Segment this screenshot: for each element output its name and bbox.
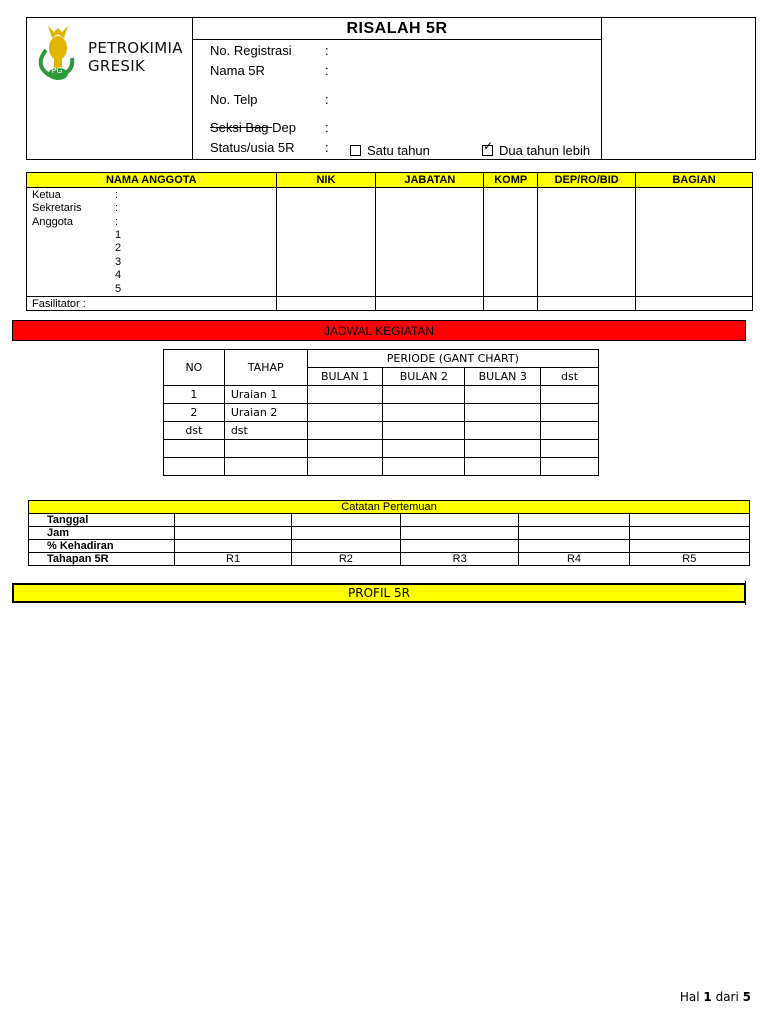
field-label-registrasi: No. Registrasi [210, 43, 292, 58]
field-colon: : [325, 140, 329, 155]
page-title: RISALAH 5R [192, 18, 602, 40]
field-colon: : [325, 63, 329, 78]
fasilitator-label: Fasilitator : [27, 297, 277, 311]
catatan-pertemuan-table [28, 500, 750, 566]
catatan-cell[interactable] [291, 527, 400, 540]
gantt-cell[interactable] [541, 422, 599, 440]
gantt-cell[interactable] [465, 440, 541, 458]
company-name-line2: GRESIK [88, 57, 146, 75]
catatan-title: Catatan Pertemuan [29, 501, 750, 514]
gantt-cell[interactable] [465, 404, 541, 422]
catatan-cell[interactable] [291, 540, 400, 553]
gantt-row [164, 404, 599, 422]
gantt-no [164, 458, 225, 476]
catatan-cell[interactable] [401, 527, 519, 540]
catatan-row [29, 514, 750, 527]
gantt-cell[interactable] [383, 422, 465, 440]
catatan-cell[interactable] [519, 527, 629, 540]
stage-r2: R2 [291, 553, 400, 566]
footer-mid: dari [711, 990, 743, 1004]
colon: : [115, 215, 119, 228]
catatan-cell[interactable] [629, 514, 749, 527]
gantt-cell[interactable] [465, 386, 541, 404]
members-name-cell [27, 188, 277, 297]
gantt-cell[interactable] [307, 422, 383, 440]
members-cell[interactable] [636, 188, 753, 297]
catatan-row [29, 527, 750, 540]
members-cell[interactable] [484, 297, 538, 311]
catatan-cell[interactable] [519, 540, 629, 553]
field-label-status: Status/usia 5R [210, 140, 295, 155]
status-option-label: Dua tahun lebih [499, 143, 591, 158]
status-option-satu-tahun[interactable] [350, 143, 430, 158]
col-bulan-3: BULAN 3 [465, 368, 541, 386]
catatan-row [29, 540, 750, 553]
field-label-dep-text: Dep [272, 120, 297, 135]
members-cell[interactable] [484, 188, 538, 297]
members-cell[interactable] [538, 188, 636, 297]
catatan-cell[interactable] [629, 527, 749, 540]
col-bagian: BAGIAN [636, 173, 753, 188]
footer-page-number: 1 [703, 990, 712, 1004]
header-right-box [601, 18, 755, 159]
members-colons [115, 189, 118, 229]
gantt-no: 1 [164, 386, 225, 404]
row-label-tanggal: Tanggal [29, 514, 175, 527]
stage-r4: R4 [519, 553, 629, 566]
jadwal-kegiatan-banner: JADWAL KEGIATAN [12, 320, 746, 341]
gantt-cell[interactable] [383, 386, 465, 404]
col-bulan-2: BULAN 2 [383, 368, 465, 386]
logo-area [27, 18, 193, 159]
member-number: 5 [115, 282, 122, 295]
gantt-cell[interactable] [541, 458, 599, 476]
col-tahap: TAHAP [224, 350, 307, 386]
members-cell[interactable] [376, 297, 484, 311]
catatan-cell[interactable] [175, 527, 291, 540]
status-option-label: Satu tahun [367, 143, 430, 158]
header-block [26, 17, 756, 160]
row-label-tahapan: Tahapan 5R [29, 553, 175, 566]
colon: : [115, 202, 119, 215]
page-footer [680, 990, 751, 1004]
gantt-cell[interactable] [541, 404, 599, 422]
catatan-cell[interactable] [519, 514, 629, 527]
gantt-cell[interactable] [383, 458, 465, 476]
footer-total-pages: 5 [742, 990, 751, 1004]
col-nik: NIK [276, 173, 376, 188]
gantt-no [164, 440, 225, 458]
footer-prefix: Hal [679, 990, 704, 1004]
catatan-cell[interactable] [401, 514, 519, 527]
checkbox-icon[interactable] [350, 145, 361, 156]
member-number: 3 [115, 255, 122, 268]
field-label-dep [210, 120, 296, 135]
gantt-tahap [224, 440, 307, 458]
stage-r3: R3 [401, 553, 519, 566]
gantt-cell[interactable] [383, 440, 465, 458]
field-colon: : [325, 92, 329, 107]
col-no: NO [164, 350, 225, 386]
field-label-struck: Seksi Bag [210, 120, 273, 135]
gantt-cell[interactable] [307, 386, 383, 404]
gantt-cell[interactable] [307, 440, 383, 458]
gantt-tahap: dst [224, 422, 307, 440]
member-number: 1 [115, 229, 122, 241]
col-nama-anggota: NAMA ANGGOTA [27, 173, 277, 188]
checked-checkbox-icon[interactable] [482, 145, 493, 156]
catatan-row [29, 553, 750, 566]
gantt-cell[interactable] [465, 422, 541, 440]
role-sekretaris: Sekretaris [32, 202, 82, 215]
gantt-cell[interactable] [541, 386, 599, 404]
col-bulan-1: BULAN 1 [307, 368, 383, 386]
members-cell[interactable] [376, 188, 484, 297]
members-body-row [27, 188, 753, 297]
role-ketua: Ketua [32, 189, 61, 201]
gantt-tahap: Uraian 1 [224, 386, 307, 404]
gantt-row [164, 422, 599, 440]
company-name-line1: PETROKIMIA [88, 39, 183, 57]
gantt-cell[interactable] [307, 404, 383, 422]
catatan-header-row [29, 501, 750, 514]
field-colon: : [325, 43, 329, 58]
col-jabatan: JABATAN [376, 173, 484, 188]
colon: : [115, 189, 119, 201]
gantt-cell[interactable] [383, 404, 465, 422]
row-label-kehadiran: % Kehadiran [29, 540, 175, 553]
member-numbers [115, 229, 121, 296]
gantt-row [164, 440, 599, 458]
members-cell[interactable] [538, 297, 636, 311]
gantt-row [164, 386, 599, 404]
field-colon: : [325, 120, 329, 135]
gantt-cell[interactable] [307, 458, 383, 476]
gantt-row [164, 458, 599, 476]
col-komp: KOMP [484, 173, 538, 188]
catatan-cell[interactable] [291, 514, 400, 527]
stage-r1: R1 [175, 553, 291, 566]
status-option-dua-tahun[interactable] [482, 143, 590, 158]
members-cell[interactable] [276, 188, 376, 297]
member-number: 4 [115, 269, 122, 282]
catatan-cell[interactable] [175, 514, 291, 527]
members-cell[interactable] [276, 297, 376, 311]
members-header-row [27, 173, 753, 188]
col-dep-ro-bid: DEP/RO/BID [538, 173, 636, 188]
role-anggota: Anggota [32, 215, 73, 228]
gantt-cell[interactable] [465, 458, 541, 476]
stage-r5: R5 [629, 553, 749, 566]
members-cell[interactable] [636, 297, 753, 311]
gantt-cell[interactable] [541, 440, 599, 458]
row-label-jam: Jam [29, 527, 175, 540]
field-label-nama: Nama 5R [210, 63, 265, 78]
gantt-header-row [164, 350, 599, 368]
gantt-no: dst [164, 422, 225, 440]
catatan-cell[interactable] [401, 540, 519, 553]
gantt-no: 2 [164, 404, 225, 422]
members-table [26, 172, 753, 311]
catatan-cell[interactable] [175, 540, 291, 553]
col-periode: PERIODE (GANT CHART) [307, 350, 598, 368]
fasilitator-row [27, 297, 753, 311]
gantt-tahap: Uraian 2 [224, 404, 307, 422]
col-dst: dst [541, 368, 599, 386]
field-label-telp: No. Telp [210, 92, 258, 107]
gantt-tahap [224, 458, 307, 476]
member-number: 2 [115, 242, 122, 255]
profil-5r-banner: PROFIL 5R [12, 583, 746, 603]
gantt-table [163, 349, 599, 476]
members-role-labels [32, 189, 82, 229]
catatan-cell[interactable] [629, 540, 749, 553]
logo-badge: PG [51, 66, 63, 75]
